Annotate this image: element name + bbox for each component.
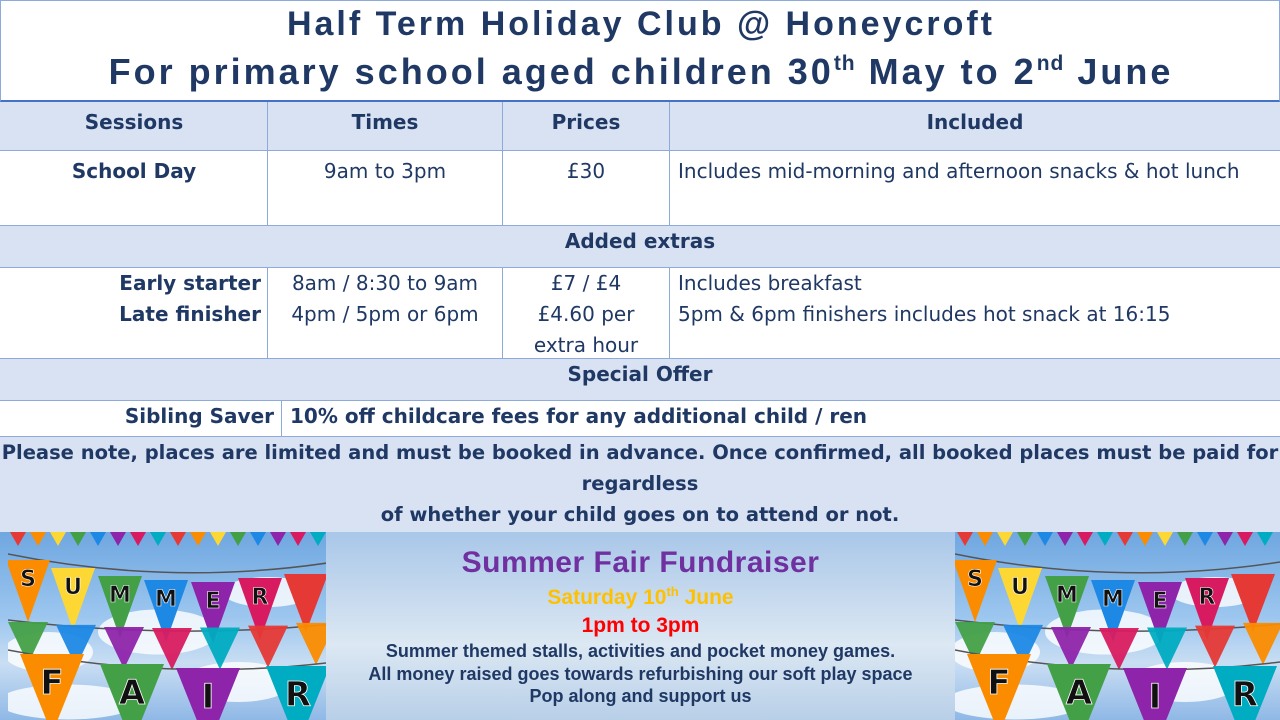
bunting-flag <box>110 532 126 546</box>
bunting-flag <box>1097 532 1113 546</box>
column-header-included: Included <box>926 110 1024 134</box>
extras-session-early: Early starter <box>119 271 261 295</box>
special-offer-row <box>0 359 1280 400</box>
bunting-letter: S <box>20 567 36 592</box>
bunting-flag <box>1137 532 1153 546</box>
table-header-row <box>0 102 1280 150</box>
bunting-flag <box>270 532 286 546</box>
bunting-flag <box>1217 532 1233 546</box>
page-title: Half Term Holiday Club @ Honeycroft <box>286 5 996 43</box>
bunting-image-left <box>0 532 326 720</box>
bunting-flag <box>1117 532 1133 546</box>
table-row-sibling-saver <box>0 401 1280 436</box>
bunting-flag <box>248 626 288 668</box>
bunting-flag <box>1077 532 1093 546</box>
bunting-graphic <box>955 532 1280 720</box>
bunting-letter: U <box>1011 575 1029 600</box>
extras-sessions <box>0 268 268 358</box>
bunting-flag <box>1177 532 1193 546</box>
bunting-flag <box>1197 532 1213 546</box>
bunting-flag <box>30 532 46 546</box>
fair-description-2: All money raised goes towards refurbishing our soft play space <box>368 664 913 684</box>
page-subtitle: For primary school aged children 30th May to 2nd June <box>108 51 1174 92</box>
extras-included <box>670 268 1280 358</box>
extras-session-late: Late finisher <box>119 302 261 326</box>
special-offer-label: Special Offer <box>567 362 713 386</box>
bunting-letter: E <box>205 589 221 614</box>
summer-fair-banner <box>0 532 1280 720</box>
booking-note <box>0 437 1280 532</box>
bunting-graphic <box>8 532 326 720</box>
bunting-flag <box>1057 532 1073 546</box>
bunting-letter: I <box>201 677 215 717</box>
extras-price-1: £7 / £4 <box>550 271 622 295</box>
bunting-flag <box>310 532 326 546</box>
bunting-letter: F <box>987 663 1011 703</box>
bunting-flag <box>1017 532 1033 546</box>
page-header <box>0 0 1280 102</box>
bunting-flag <box>210 532 226 546</box>
bunting-flag <box>70 532 86 546</box>
bunting-flag <box>150 532 166 546</box>
booking-note-line-2: of whether your child goes on to attend or not. <box>380 503 900 526</box>
bunting-letter: R <box>1198 585 1216 610</box>
fair-date: Saturday 10th June <box>547 584 734 609</box>
bunting-letter: R <box>251 585 269 610</box>
extras-times <box>268 268 502 358</box>
added-extras-label: Added extras <box>564 229 716 253</box>
session-time: 9am to 3pm <box>323 159 447 183</box>
session-price: £30 <box>566 159 606 183</box>
fair-time: 1pm to 3pm <box>581 614 700 637</box>
bunting-letter: R <box>1231 675 1259 715</box>
bunting-flag <box>1237 532 1253 546</box>
fair-description-3: Pop along and support us <box>529 686 752 706</box>
fair-description-1: Summer themed stalls, activities and pocket money games. <box>385 641 896 661</box>
bunting-flag <box>290 532 306 546</box>
bunting-letter: I <box>1148 677 1162 717</box>
bunting-flag <box>957 532 973 546</box>
bunting-letter: M <box>155 587 177 612</box>
bunting-flag <box>1037 532 1053 546</box>
extras-price-3: extra hour <box>533 333 639 357</box>
column-header-sessions: Sessions <box>84 110 184 134</box>
extras-time-late: 4pm / 5pm or 6pm <box>291 302 479 326</box>
bunting-letter: U <box>64 575 82 600</box>
bunting-flag <box>296 623 326 665</box>
booking-note-line-1: Please note, places are limited and must be booked in advance. Once confirmed, all booked places must be paid for regardless <box>1 441 1279 495</box>
column-header-prices: Prices <box>551 110 621 134</box>
bunting-flag <box>1195 626 1235 668</box>
extras-included-2: 5pm & 6pm finishers includes hot snack at 16:15 <box>678 302 1171 326</box>
bunting-image-right <box>955 532 1280 720</box>
session-included: Includes mid-morning and afternoon snacks & hot lunch <box>678 159 1240 183</box>
bunting-flag <box>190 532 206 546</box>
bunting-flag <box>170 532 186 546</box>
added-extras-row <box>0 226 1280 267</box>
extras-time-early: 8am / 8:30 to 9am <box>291 271 479 295</box>
extras-included-1: Includes breakfast <box>678 271 862 295</box>
bunting-flag <box>130 532 146 546</box>
bunting-letter: A <box>118 673 146 713</box>
bunting-flag <box>230 532 246 546</box>
bunting-flag <box>10 532 26 546</box>
column-header-times: Times <box>351 110 419 134</box>
bunting-flag <box>250 532 266 546</box>
bunting-letter: M <box>109 583 131 608</box>
table-row-school-day <box>0 151 1280 225</box>
bunting-flag <box>90 532 106 546</box>
bunting-letter: E <box>1152 589 1168 614</box>
session-name: School Day <box>71 159 197 183</box>
bunting-flag <box>1157 532 1173 546</box>
bunting-letter: F <box>40 663 64 703</box>
bunting-flag <box>50 532 66 546</box>
fair-title: Summer Fair Fundraiser <box>461 546 820 579</box>
bunting-flag <box>1243 623 1280 665</box>
bunting-letter: A <box>1065 673 1093 713</box>
bunting-letter: R <box>284 675 312 715</box>
offer-text: 10% off childcare fees for any additional child / ren <box>290 404 868 428</box>
bunting-flag <box>997 532 1013 546</box>
booking-note-text <box>0 437 1280 532</box>
extras-price-2: £4.60 per <box>537 302 635 326</box>
bunting-flag <box>1257 532 1273 546</box>
offer-name: Sibling Saver <box>124 404 274 428</box>
fair-info-panel <box>326 532 955 720</box>
bunting-letter: M <box>1102 587 1124 612</box>
bunting-letter: S <box>967 567 983 592</box>
extras-prices <box>503 268 669 358</box>
bunting-flag <box>977 532 993 546</box>
bunting-letter: M <box>1056 583 1078 608</box>
table-row-extras <box>0 268 1280 358</box>
